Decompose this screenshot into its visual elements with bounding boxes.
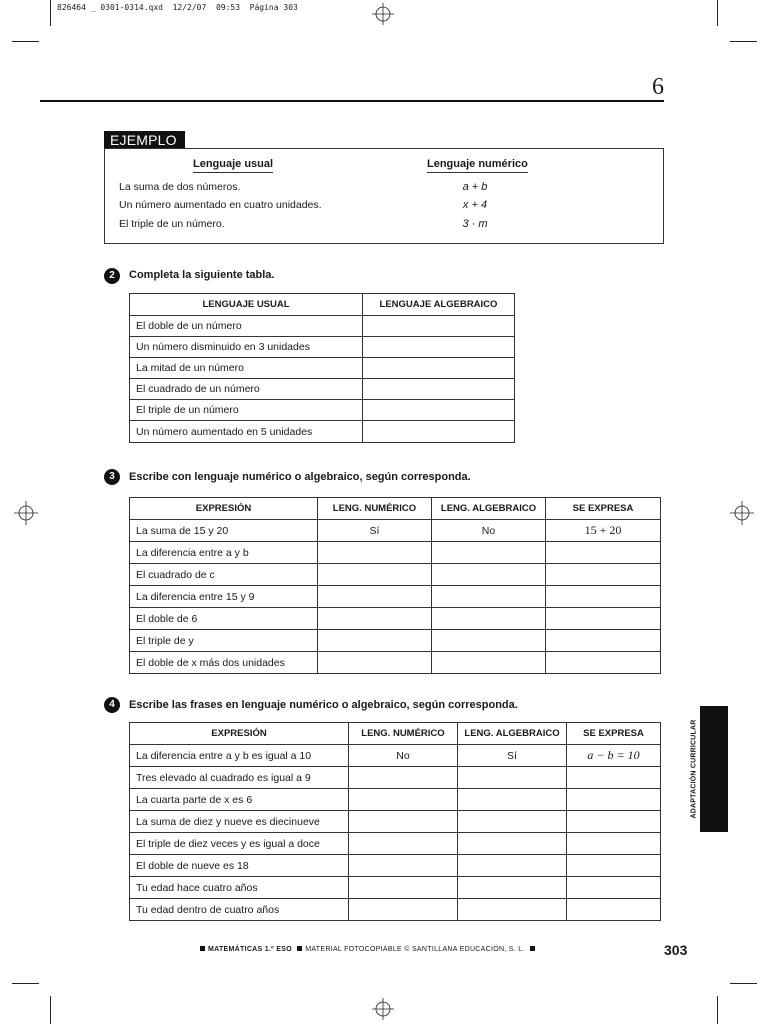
- table-row: [130, 811, 661, 833]
- answer-cell[interactable]: [363, 316, 515, 337]
- answer-cell[interactable]: Sí: [318, 520, 432, 542]
- table-row: [130, 358, 515, 379]
- example-box: [104, 148, 664, 244]
- answer-cell[interactable]: [458, 877, 567, 899]
- answer-cell[interactable]: [432, 608, 546, 630]
- answer-cell[interactable]: [432, 630, 546, 652]
- table-cell: El doble de x más dos unidades: [130, 652, 318, 674]
- table-header: LENG. ALGEBRAICO: [458, 723, 567, 745]
- answer-cell[interactable]: [458, 789, 567, 811]
- answer-cell[interactable]: [318, 586, 432, 608]
- table-header: LENGUAJE USUAL: [130, 294, 363, 316]
- example-tag: EJEMPLO: [104, 131, 185, 149]
- footer-subject: MATEMÁTICAS 1.º ESO: [208, 946, 292, 953]
- answer-cell[interactable]: No: [432, 520, 546, 542]
- table-cell: La diferencia entre a y b es igual a 10: [130, 745, 349, 767]
- answer-cell[interactable]: [349, 899, 458, 921]
- answer-cell[interactable]: [363, 421, 515, 443]
- answer-cell[interactable]: [567, 855, 661, 877]
- answer-cell[interactable]: [546, 652, 661, 674]
- footer-notice: MATERIAL FOTOCOPIABLE © SANTILLANA EDUCACIÓN, S. L.: [305, 946, 525, 953]
- answer-cell[interactable]: [458, 899, 567, 921]
- table-header: LENG. NUMÉRICO: [318, 498, 432, 520]
- question-4-number: 4: [104, 697, 120, 713]
- question-2-table: [129, 293, 515, 443]
- registration-mark-left: [14, 501, 38, 525]
- print-header: 826464 _ 0301-0314.qxd 12/2/07 09:53 Página 303: [57, 3, 298, 12]
- answer-cell[interactable]: [567, 833, 661, 855]
- answer-cell[interactable]: [363, 379, 515, 400]
- example-row-numeric: a + b: [462, 181, 488, 193]
- answer-cell[interactable]: [349, 767, 458, 789]
- answer-cell[interactable]: [349, 855, 458, 877]
- table-header: SE EXPRESA: [567, 723, 661, 745]
- registration-mark-bottom: [372, 998, 394, 1020]
- table-cell: El cuadrado de un número: [130, 379, 363, 400]
- example-row-usual: La suma de dos números.: [119, 181, 241, 193]
- question-3-number: 3: [104, 469, 120, 485]
- table-cell: El triple de y: [130, 630, 318, 652]
- table-cell: Tu edad dentro de cuatro años: [130, 899, 349, 921]
- table-header: LENGUAJE ALGEBRAICO: [363, 294, 515, 316]
- answer-cell[interactable]: [318, 542, 432, 564]
- square-bullet-icon: [297, 946, 302, 951]
- answer-cell[interactable]: [318, 564, 432, 586]
- table-header: SE EXPRESA: [546, 498, 661, 520]
- crop-mark: [717, 996, 718, 1024]
- table-row: [130, 542, 661, 564]
- answer-cell[interactable]: [458, 767, 567, 789]
- example-header-usual: Lenguaje usual: [193, 158, 273, 173]
- table-header: LENG. ALGEBRAICO: [432, 498, 546, 520]
- registration-mark-top: [372, 3, 394, 25]
- table-row: [130, 652, 661, 674]
- table-cell: El cuadrado de c: [130, 564, 318, 586]
- answer-cell[interactable]: 15 + 20: [546, 520, 661, 542]
- answer-cell[interactable]: [546, 608, 661, 630]
- question-4-table: [129, 722, 661, 921]
- table-header: LENG. NUMÉRICO: [349, 723, 458, 745]
- footer: [200, 946, 538, 953]
- question-4-prompt: Escribe las frases en lenguaje numérico o algebraico, según corresponda.: [129, 699, 518, 711]
- table-row: [130, 586, 661, 608]
- table-row: [130, 899, 661, 921]
- answer-cell[interactable]: [546, 586, 661, 608]
- table-row: [130, 564, 661, 586]
- table-cell: Un número disminuido en 3 unidades: [130, 337, 363, 358]
- table-cell: Un número aumentado en 5 unidades: [130, 421, 363, 443]
- answer-cell[interactable]: Sí: [458, 745, 567, 767]
- answer-cell[interactable]: [432, 586, 546, 608]
- table-header: EXPRESIÓN: [130, 723, 349, 745]
- table-cell: La diferencia entre a y b: [130, 542, 318, 564]
- question-2-prompt: Completa la siguiente tabla.: [129, 269, 275, 281]
- table-cell: El doble de nueve es 18: [130, 855, 349, 877]
- answer-cell[interactable]: [567, 877, 661, 899]
- table-cell: El doble de un número: [130, 316, 363, 337]
- answer-cell[interactable]: [432, 652, 546, 674]
- question-3-prompt: Escribe con lenguaje numérico o algebraico, según corresponda.: [129, 471, 471, 483]
- answer-cell[interactable]: [349, 789, 458, 811]
- answer-cell[interactable]: [349, 833, 458, 855]
- answer-cell[interactable]: [318, 630, 432, 652]
- page-number: 303: [664, 942, 688, 958]
- crop-mark: [12, 983, 39, 984]
- table-row: [130, 316, 515, 337]
- answer-cell[interactable]: a − b = 10: [567, 745, 661, 767]
- table-cell: La suma de diez y nueve es diecinueve: [130, 811, 349, 833]
- answer-cell[interactable]: [318, 652, 432, 674]
- table-cell: La diferencia entre 15 y 9: [130, 586, 318, 608]
- crop-mark: [730, 983, 757, 984]
- side-tab: [700, 706, 728, 832]
- table-cell: El triple de un número: [130, 400, 363, 421]
- table-cell: La mitad de un número: [130, 358, 363, 379]
- crop-mark: [50, 0, 51, 26]
- example-header-numeric: Lenguaje numérico: [427, 158, 528, 173]
- table-cell: La cuarta parte de x es 6: [130, 789, 349, 811]
- answer-cell[interactable]: [349, 877, 458, 899]
- answer-cell[interactable]: [567, 811, 661, 833]
- table-row: [130, 608, 661, 630]
- example-row-numeric: x + 4: [462, 199, 488, 211]
- crop-mark: [12, 41, 39, 42]
- answer-cell[interactable]: [363, 400, 515, 421]
- question-3-table: [129, 497, 661, 674]
- table-header: EXPRESIÓN: [130, 498, 318, 520]
- chapter-number: 6: [652, 74, 664, 100]
- square-bullet-icon: [530, 946, 535, 951]
- answer-cell[interactable]: [363, 358, 515, 379]
- answer-cell[interactable]: [567, 789, 661, 811]
- table-row: [130, 789, 661, 811]
- answer-cell[interactable]: [546, 630, 661, 652]
- example-row-numeric: 3 · m: [462, 218, 488, 230]
- answer-cell[interactable]: [432, 542, 546, 564]
- registration-mark-right: [730, 501, 754, 525]
- crop-mark: [730, 41, 757, 42]
- answer-cell[interactable]: [363, 337, 515, 358]
- table-row: [130, 400, 515, 421]
- answer-cell[interactable]: [546, 564, 661, 586]
- answer-cell[interactable]: [567, 899, 661, 921]
- table-cell: Tres elevado al cuadrado es igual a 9: [130, 767, 349, 789]
- table-cell: El triple de diez veces y es igual a doce: [130, 833, 349, 855]
- table-row: [130, 421, 515, 443]
- table-row: [130, 520, 661, 542]
- example-row-usual: El triple de un número.: [119, 218, 225, 230]
- table-row: [130, 767, 661, 789]
- crop-mark: [50, 996, 51, 1024]
- side-label-text: ADAPTACIÓN CURRICULAR: [690, 719, 698, 819]
- table-cell: Tu edad hace cuatro años: [130, 877, 349, 899]
- answer-cell[interactable]: [458, 855, 567, 877]
- table-row: [130, 877, 661, 899]
- crop-mark: [717, 0, 718, 26]
- table-row: [130, 855, 661, 877]
- table-cell: El doble de 6: [130, 608, 318, 630]
- square-bullet-icon: [200, 946, 205, 951]
- answer-cell[interactable]: [546, 542, 661, 564]
- answer-cell[interactable]: No: [349, 745, 458, 767]
- side-label: [688, 706, 700, 832]
- table-row: [130, 833, 661, 855]
- answer-cell[interactable]: [567, 767, 661, 789]
- table-cell: La suma de 15 y 20: [130, 520, 318, 542]
- table-row: [130, 337, 515, 358]
- answer-cell[interactable]: [349, 811, 458, 833]
- table-row: [130, 379, 515, 400]
- answer-cell[interactable]: [458, 811, 567, 833]
- answer-cell[interactable]: [458, 833, 567, 855]
- question-2-number: 2: [104, 268, 120, 284]
- answer-cell[interactable]: [432, 564, 546, 586]
- table-row: [130, 745, 661, 767]
- answer-cell[interactable]: [318, 608, 432, 630]
- header-rule: [40, 100, 664, 102]
- example-row-usual: Un número aumentado en cuatro unidades.: [119, 199, 322, 211]
- table-row: [130, 630, 661, 652]
